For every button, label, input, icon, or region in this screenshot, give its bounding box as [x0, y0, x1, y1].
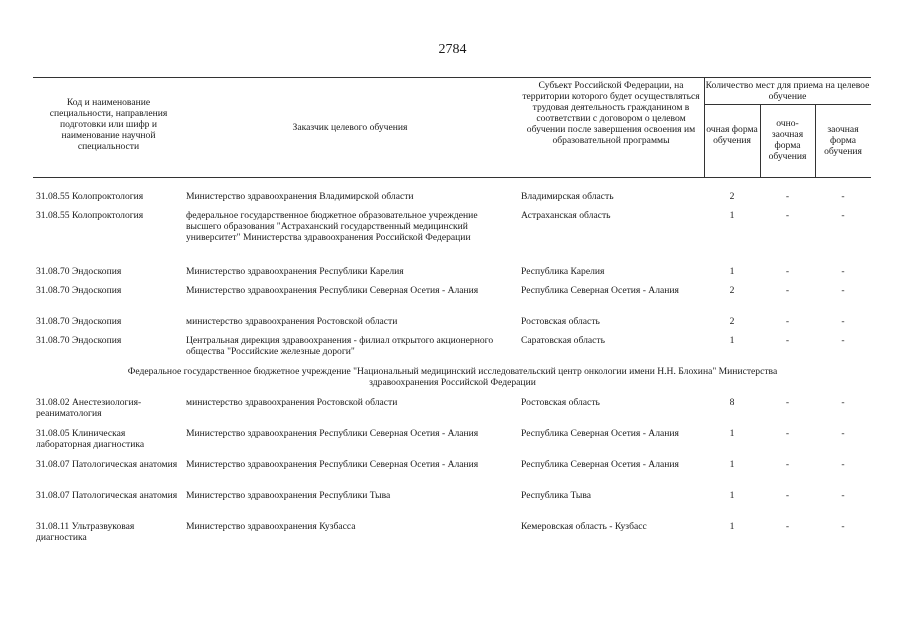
- row-full-time: 1: [729, 266, 735, 277]
- row-full-time: 1: [729, 210, 735, 221]
- places-subrule: [704, 104, 871, 105]
- row-full-time: 1: [729, 490, 735, 501]
- row-part-time: -: [785, 428, 790, 439]
- row-part-time: -: [785, 521, 790, 532]
- row-full-time: 2: [729, 191, 735, 202]
- row-extramural: -: [841, 521, 845, 532]
- header-customer: Заказчик целевого обучения: [292, 122, 408, 133]
- row-full-time: 1: [729, 335, 735, 346]
- row-code: 31.08.02 Анестезиология-реаниматология: [36, 397, 142, 419]
- header-full-time: очная форма обучения: [706, 124, 758, 146]
- row-customer: Министерство здравоохранения Республики Северная Осетия - Алания: [186, 428, 479, 439]
- row-code: 31.08.11 Ультразвуковая диагностика: [36, 521, 135, 543]
- row-region: Республика Тыва: [521, 490, 591, 501]
- row-part-time: -: [785, 285, 790, 296]
- row-part-time: -: [785, 335, 790, 346]
- row-full-time: 1: [729, 428, 735, 439]
- row-part-time: -: [785, 490, 790, 501]
- row-part-time: -: [785, 191, 790, 202]
- row-code: 31.08.05 Клиническая лабораторная диагностика: [36, 428, 145, 450]
- row-region: Ростовская область: [521, 397, 600, 408]
- row-code: 31.08.55 Колопроктология: [36, 210, 144, 221]
- header-places: Количество мест для приема на целевое обучение: [705, 80, 870, 102]
- row-customer: Министерство здравоохранения Республики Тыва: [186, 490, 391, 501]
- row-customer: Министерство здравоохранения Республики Северная Осетия - Алания: [186, 459, 479, 470]
- row-full-time: 1: [729, 459, 735, 470]
- row-part-time: -: [785, 397, 790, 408]
- row-part-time: -: [785, 316, 790, 327]
- row-part-time: -: [785, 459, 790, 470]
- row-full-time: 2: [729, 285, 735, 296]
- header-bottom-rule: [33, 177, 871, 178]
- row-customer: Министерство здравоохранения Владимирской области: [186, 191, 414, 202]
- row-extramural: -: [841, 266, 845, 277]
- row-customer: Министерство здравоохранения Республики Северная Осетия - Алания: [186, 285, 479, 296]
- row-code: 31.08.55 Колопроктология: [36, 191, 144, 202]
- row-customer: Центральная дирекция здравоохранения - филиал открытого акционерного общества "Российские железные дороги": [186, 335, 494, 357]
- row-code: 31.08.70 Эндоскопия: [36, 266, 122, 277]
- row-extramural: -: [841, 316, 845, 327]
- row-customer: Министерство здравоохранения Республики Карелия: [186, 266, 404, 277]
- page-number: 2784: [438, 42, 467, 57]
- places-mid-rule-2: [815, 104, 816, 177]
- row-customer: министерство здравоохранения Ростовской области: [186, 316, 398, 327]
- row-extramural: -: [841, 285, 845, 296]
- row-extramural: -: [841, 459, 845, 470]
- row-code: 31.08.70 Эндоскопия: [36, 316, 122, 327]
- row-code: 31.08.70 Эндоскопия: [36, 335, 122, 346]
- section-title: Федеральное государственное бюджетное учреждение "Национальный медицинский исследовательский центр онкологии имени Н.Н. Блохина" Министерства здравоохранения Российской Федерации: [127, 366, 778, 388]
- row-code: 31.08.07 Патологическая анатомия: [36, 459, 178, 470]
- row-extramural: -: [841, 335, 845, 346]
- row-part-time: -: [785, 210, 790, 221]
- row-region: Республика Северная Осетия - Алания: [521, 459, 679, 470]
- row-code: 31.08.70 Эндоскопия: [36, 285, 122, 296]
- row-region: Республика Северная Осетия - Алания: [521, 428, 679, 439]
- header-code: Код и наименование специальности, направления подготовки или шифр и наименование научной специальности: [49, 97, 168, 152]
- row-extramural: -: [841, 490, 845, 501]
- row-region: Ростовская область: [521, 316, 600, 327]
- row-region: Кемеровская область - Кузбасс: [521, 521, 647, 532]
- header-part-time: очно-заочная форма обучения: [768, 118, 807, 162]
- row-full-time: 1: [729, 521, 735, 532]
- row-extramural: -: [841, 428, 845, 439]
- header-extramural: заочная форма обучения: [824, 124, 862, 157]
- row-region: Республика Северная Осетия - Алания: [521, 285, 679, 296]
- row-customer: министерство здравоохранения Ростовской области: [186, 397, 398, 408]
- row-extramural: -: [841, 397, 845, 408]
- row-full-time: 8: [729, 397, 735, 408]
- row-extramural: -: [841, 191, 845, 202]
- header-region: Субъект Российской Федерации, на территории которого будет осуществляться трудовая деятельность гражданином в соответствии с договором о целевом обучении после завершения освоения им образовательной программы: [522, 80, 700, 146]
- places-mid-rule-1: [760, 104, 761, 177]
- header-top-rule: [33, 77, 871, 78]
- row-customer: федеральное государственное бюджетное образовательное учреждение высшего образования "Астраханский государственный медицинский университет" Министерства здравоохранения Российской Федерации: [186, 210, 478, 243]
- row-full-time: 2: [729, 316, 735, 327]
- row-extramural: -: [841, 210, 845, 221]
- row-region: Астраханская область: [521, 210, 611, 221]
- row-region: Владимирская область: [521, 191, 614, 202]
- row-code: 31.08.07 Патологическая анатомия: [36, 490, 178, 501]
- row-part-time: -: [785, 266, 790, 277]
- row-region: Республика Карелия: [521, 266, 605, 277]
- row-region: Саратовская область: [521, 335, 605, 346]
- row-customer: Министерство здравоохранения Кузбасса: [186, 521, 356, 532]
